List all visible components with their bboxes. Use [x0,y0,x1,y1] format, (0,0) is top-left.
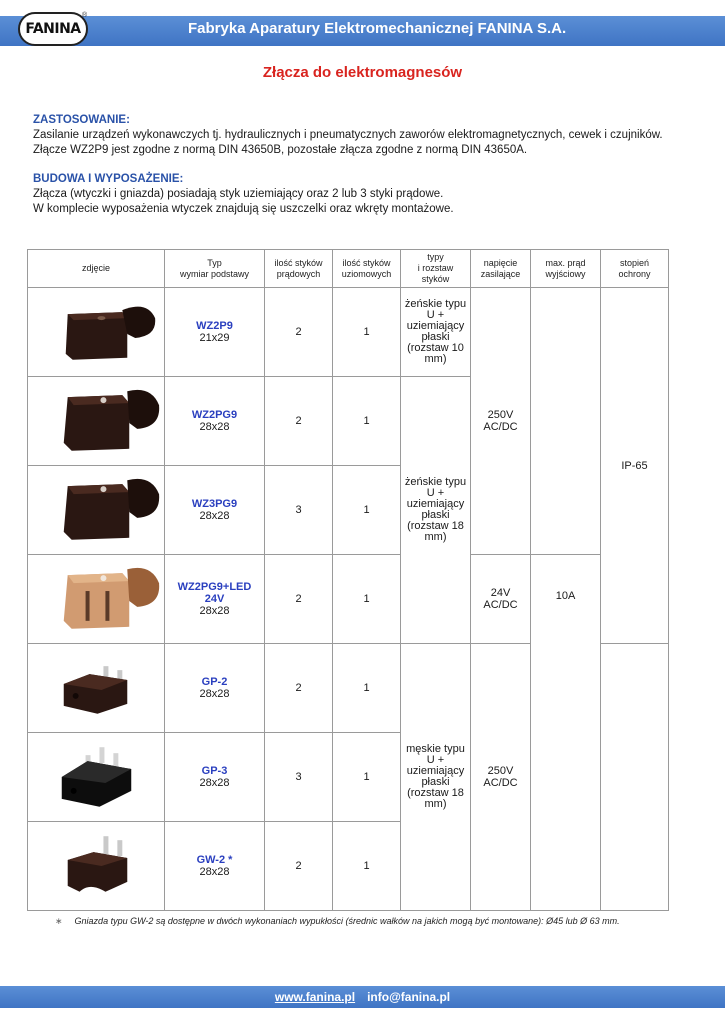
header-voltage: napięcie zasilające [471,250,531,288]
ground-contacts-cell: 1 [333,377,401,466]
section-heading-zastosowanie: ZASTOSOWANIE: [33,114,130,126]
max-current-cell: 10A [531,555,601,911]
type-cell: WZ3PG9 28x28 [165,466,265,555]
budowa-line-1: Złącza (wtyczki i gniazda) posiadają styk uziemiający oraz 2 lub 3 styki prądowe. [33,188,444,200]
voltage-cell: 250V AC/DC [471,288,531,555]
current-contacts-cell: 2 [265,644,333,733]
max-current-upper-cell [531,288,601,555]
connector-table [27,249,669,911]
voltage-cell: 24V AC/DC [471,555,531,644]
email-link[interactable]: info@fanina.pl [367,990,451,1004]
section-budowa [33,172,454,217]
connector-photo-wz2pg9 [28,377,164,462]
section-zastosowanie [33,113,663,158]
logo-text: FANINA [25,21,81,37]
website-link[interactable]: www.fanina.pl [274,990,356,1004]
ground-contacts-cell: 1 [333,466,401,555]
photo-cell [28,733,165,822]
photo-cell [28,377,165,466]
type-cell: GP-3 28x28 [165,733,265,822]
protection-cell: IP-65 [601,288,669,644]
type-cell: WZ2PG9 28x28 [165,377,265,466]
ground-contacts-cell: 1 [333,288,401,377]
connector-photo-wz3pg9 [28,466,164,551]
current-contacts-cell: 2 [265,822,333,911]
type-cell: WZ2P9 21x29 [165,288,265,377]
photo-cell [28,288,165,377]
header-ground-contacts: ilość styków uziomowych [333,250,401,288]
photo-cell [28,822,165,911]
section-heading-budowa: BUDOWA I WYPOSAŻENIE: [33,173,184,185]
photo-cell [28,466,165,555]
footnote [55,916,705,927]
header-max-current: max. prąd wyjściowy [531,250,601,288]
connector-photo-gw-2 [28,822,164,907]
connector-photo-gp-2 [28,644,164,729]
ground-contacts-cell: 1 [333,822,401,911]
current-contacts-cell: 2 [265,288,333,377]
header-contact-spacing: typy i rozstaw styków [401,250,471,288]
current-contacts-cell: 2 [265,377,333,466]
header-current-contacts: ilość styków prądowych [265,250,333,288]
protection-lower-cell [601,644,669,911]
document-title: Złącza do elektromagnesów [262,64,463,81]
type-cell: WZ2PG9+LED 24V 28x28 [165,555,265,644]
type-cell: GP-2 28x28 [165,644,265,733]
budowa-line-2: W komplecie wyposażenia wtyczek znajdują się uszczelki oraz wkręty montażowe. [33,203,454,215]
footer-bar [0,986,725,1008]
connector-photo-gp-3 [28,733,164,818]
current-contacts-cell: 3 [265,466,333,555]
connector-photo-wz2p9 [28,288,164,373]
current-contacts-cell: 2 [265,555,333,644]
spacing-cell: męskie typu U + uziemiający płaski (rozstaw 18 mm) [401,644,471,911]
spacing-cell: żeńskie typu U + uziemiający płaski (rozstaw 18 mm) [401,377,471,644]
current-contacts-cell: 3 [265,733,333,822]
ground-contacts-cell: 1 [333,644,401,733]
registered-mark: ® [82,12,88,19]
table-row [28,288,669,377]
header-type: Typ wymiar podstawy [165,250,265,288]
photo-cell [28,555,165,644]
photo-cell [28,644,165,733]
connector-photo-wz2pg9-led [28,555,164,640]
header-protection: stopień ochrony [601,250,669,288]
header-photo: zdjęcie [28,250,165,288]
table-row [28,555,669,644]
zastosowanie-line-2: Złącze WZ2P9 jest zgodne z normą DIN 43650B, pozostałe złącza zgodne z normą DIN 43650A. [33,144,528,156]
voltage-cell: 250V AC/DC [471,644,531,911]
ground-contacts-cell: 1 [333,555,401,644]
ground-contacts-cell: 1 [333,733,401,822]
zastosowanie-line-1: Zasilanie urządzeń wykonawczych tj. hydraulicznych i pneumatycznych zaworów elektromagnetycznych, cewek i czujników. [33,129,663,141]
type-cell: GW-2 * 28x28 [165,822,265,911]
table-header-row [28,250,669,288]
fanina-logo [18,12,88,46]
spacing-cell: żeńskie typu U + uziemiający płaski (rozstaw 10 mm) [401,288,471,377]
footnote-bullet: ∗ [55,916,63,926]
footnote-text: Gniazda typu GW-2 są dostępne w dwóch wykonaniach wypukłości (średnic wałków na jakich mogą być montowane): Ø45 lub Ø 63 mm. [74,916,620,926]
company-name: Fabryka Aparatury Elektromechanicznej FANINA S.A. [188,20,567,37]
